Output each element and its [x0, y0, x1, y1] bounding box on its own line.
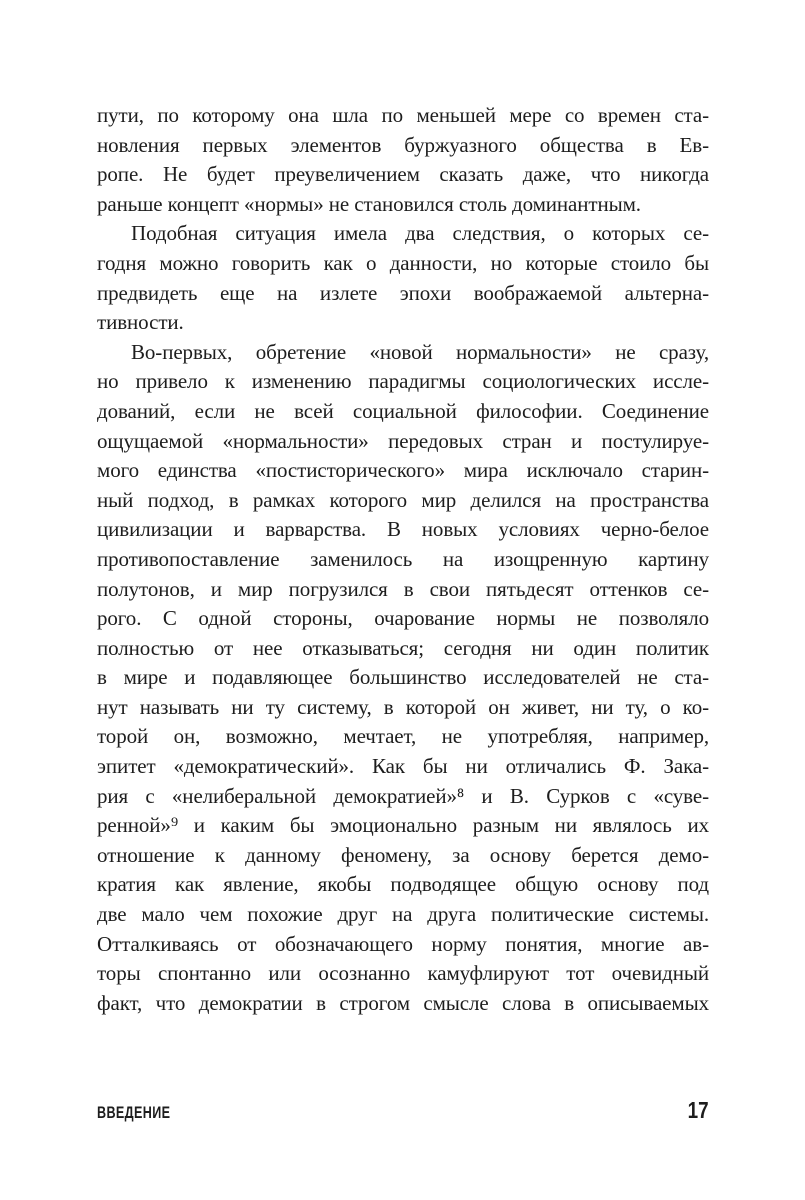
- paragraph: [97, 338, 709, 1019]
- text-line: эпитет «демократический». Как бы ни отличались Ф. Зака-: [97, 754, 709, 779]
- page-number: 17: [688, 1097, 709, 1123]
- text-line: отношение к данному феномену, за основу берется демо-: [97, 842, 709, 867]
- text-line: нут называть ни ту систему, в которой он живет, ни ту, о ко-: [97, 694, 709, 719]
- text-line: факт, что демократии в строгом смысле слова в описываемых: [97, 990, 709, 1015]
- text-line: но привело к изменению парадигмы социологических иссле-: [97, 369, 709, 394]
- text-line: рия с «нелиберальной демократией»⁸ и В. Сурков с «суве-: [97, 783, 709, 808]
- text-line: дований, если не всей социальной философии. Соединение: [97, 398, 709, 423]
- text-line: мого единства «постисторического» мира исключало старин-: [97, 458, 709, 483]
- text-line: раньше концепт «нормы» не становился столь доминантным.: [97, 191, 641, 216]
- running-head: ВВЕДЕНИЕ: [97, 1103, 171, 1122]
- text-line: годня можно говорить как о данности, но которые стоило бы: [97, 250, 709, 275]
- text-line: противопоставление заменилось на изощренную картину: [97, 546, 709, 571]
- text-line: ренной»⁹ и каким бы эмоционально разным ни являлось их: [97, 813, 709, 838]
- text-line: ный подход, в рамках которого мир делился на пространства: [97, 487, 709, 512]
- text-line: ропе. Не будет преувеличением сказать даже, что никогда: [97, 162, 709, 187]
- text-line: кратия как явление, якобы подводящее общую основу под: [97, 872, 709, 897]
- text-line: торой он, возможно, мечтает, не употребляя, например,: [97, 724, 709, 749]
- text-line: предвидеть еще на излете эпохи воображаемой альтерна-: [97, 280, 709, 305]
- text-line: в мире и подавляющее большинство исследователей не ста-: [97, 665, 709, 690]
- text-line: цивилизации и варварства. В новых условиях черно-белое: [97, 517, 709, 542]
- text-line: новления первых элементов буржуазного общества в Ев-: [97, 132, 709, 157]
- text-line: Подобная ситуация имела два следствия, о которых се-: [131, 221, 709, 246]
- page-footer: [97, 1097, 709, 1124]
- text-line: две мало чем похожие друг на друга политические системы.: [97, 902, 709, 927]
- paragraph: [97, 219, 709, 337]
- text-line: полностью от нее отказываться; сегодня ни один политик: [97, 635, 709, 660]
- text-line: Во-первых, обретение «новой нормальности» не сразу,: [131, 339, 709, 364]
- text-line: ощущаемой «нормальности» передовых стран и постулируе-: [97, 428, 709, 453]
- text-line: полутонов, и мир погрузился в свои пятьдесят оттенков се-: [97, 576, 709, 601]
- body-text: [97, 101, 709, 1018]
- text-line: рого. С одной стороны, очарование нормы не позволяло: [97, 606, 709, 631]
- paragraph: [97, 101, 709, 219]
- text-line: пути, по которому она шла по меньшей мере со времен ста-: [97, 103, 709, 127]
- text-line: Отталкиваясь от обозначающего норму понятия, многие ав-: [97, 931, 709, 956]
- text-line: торы спонтанно или осознанно камуфлируют тот очевидный: [97, 961, 709, 986]
- text-line: тивности.: [97, 310, 184, 335]
